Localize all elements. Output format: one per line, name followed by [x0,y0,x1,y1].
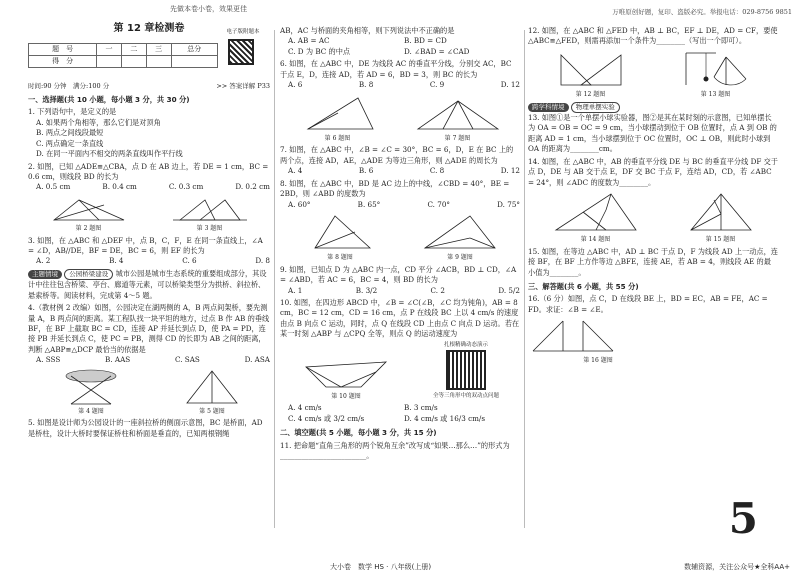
header-right-note: 万唯原创好题，复印、盗版必究。举报电话：029-8756 9851 [612,8,792,16]
option[interactable]: B. AAS [105,355,131,365]
score-cell: 二 [121,43,146,55]
option[interactable]: C. 6 [182,256,197,266]
figure-caption: 第 12 题图 [575,90,606,98]
option[interactable]: B. 65° [357,199,381,209]
option[interactable]: C. 4 cm/s 或 3/2 cm/s [288,413,365,423]
question-1 [28,107,270,159]
option[interactable]: A. 6 [288,80,303,90]
qr-caption: 扎根精确动态演示 [443,341,488,348]
column-divider [274,30,275,528]
qr-code-icon[interactable] [446,350,486,390]
question-stem: 4.（教材例 2 改编）如图，公园决定在湖两侧的 A，B 两点间架桥，要先测量 A，B 两点间的距离。某工程队找一块平坦的地方，过点 B 作 AB 的垂线 BF，在 BF 上截取 BC = CD，连接 AP 并延长到点 D，使 PA = PD，连接 PB 并延长到点 C，使 PC = PB，测得 CD 的长即为 AB 之间的距离，判断 △ABP≌△DCP 最恰当的依据是 [28,303,270,354]
question-stem: 8. 如图，在 △ABC 中，BD 是 AC 边上的中线，∠CBD = 40°，BE = 2BD，则 ∠ABD 的度数为 [280,178,510,199]
question-4 [28,303,270,416]
section-heading: 三、解答题(共 6 小题，共 55 分) [528,282,639,292]
qr-animation[interactable] [433,342,499,402]
answer-link[interactable]: >> 答案详解 P33 [216,81,270,90]
qr-code-icon[interactable] [228,39,254,65]
question-11: 11. 把命题“直角三角形的两个锐角互余”改写成“如果…那么…”的形式为________________________。 [280,440,510,461]
figure-13 [676,49,756,100]
figure-caption: 第 15 题图 [705,236,736,244]
footer-right: 数辅资源，关注公众号★全科AA+ [684,562,790,571]
option[interactable]: A. AB = AC [288,36,330,46]
figure-9 [420,212,500,263]
score-cell: 得 分 [29,55,97,67]
option[interactable]: D. 12 [500,80,520,90]
question-14: 14. 如图，在 △ABC 中，AB 的垂直平分线 DE 与 BC 的垂直平分线 DF 交于点 D，DE 与 AB 交于点 E，DF 交 BC 于点 F，连结 AD，CD，若 ∠ABC = 24°，则 ∠ADC 的度数为________。 [528,156,778,187]
question-stem: 10. 如图，在四边形 ABCD 中，∠B = ∠C(∠B，∠C 均为钝角)，AB = 8 cm，BC = 12 cm，CD = 16 cm，点 P 在线段 BC 上以 4 cm/s 的速度由点 B 向点 C 运动，同时，点 Q 在线段 CD 上由点 C 向点 D 运动。若在某一时刻 △ABP 与 △CPQ 全等，则点 Q 的运动速度为 [280,297,520,339]
question-13 [528,102,778,155]
footer-center: 大小卷 数学 HS · 八年级(上册) [330,562,432,571]
question-stem: AB，AC 与桥面的夹角相等，则下列说法中不正确的是 [280,26,455,35]
option[interactable]: A. SSS [36,355,61,365]
option[interactable]: C. 2 [430,285,445,295]
option[interactable]: B. 3 cm/s [404,403,438,413]
figure-5 [182,368,242,417]
theme-text: 城市公园是城市生态系统的重要组成部分，其设计中往往包含桥梁、亭台、廊道等元素，可以桥梁类型分为拱桥、斜拉桥、悬索桥等。阅读材料，完成第 4～5 题。 [28,268,267,300]
figure-10 [301,357,391,402]
column-divider [524,30,525,528]
question-12: 12. 如图，在 △ABC 和 △FED 中，AB ⊥ BC，EF ⊥ DE，AD = CF，要使 △ABC≌△FED，则需再添加一个条件为________（写出一个即可）。 [528,26,778,46]
page-title: 第 12 章检测卷 [113,23,185,34]
header-left-note: 先做本卷小卷，效果更佳 [170,5,247,13]
question-stem: 9. 如图，已知点 D 为 △ABC 内一点，CD 平分 ∠ACB，BD ⊥ CD，∠A = ∠ABD，若 AC = 6，BC = 4，则 BD 的长为 [280,264,517,285]
option[interactable]: D. 4 cm/s 或 16/3 cm/s [404,413,486,423]
option[interactable]: A. 2 [36,256,51,266]
question-stem: 3. 如图，在 △ABC 和 △DEF 中，点 B，C，F，E 在同一条直线上，∠A = ∠D，AB//DE，BF = DE，BC = 6，则 EF 的长为 [28,235,263,255]
option[interactable]: B. 6 [358,166,374,176]
subject-topic: 物理单摆实验 [571,102,620,113]
figure-caption: 第 3 题图 [196,224,223,232]
option[interactable]: B. 8 [358,80,374,90]
theme-intro [28,269,270,301]
option[interactable]: A. 4 cm/s [288,403,322,413]
option[interactable]: D. 8 [255,256,270,266]
section-heading: 二、填空题(共 5 小题，每小题 3 分，共 15 分) [280,428,437,438]
question-stem: 13. 如图①是一个单摆小球实验器，图②是其在某时刻的示意图，已知单摆长为 OA = OB = OC = 9 cm，当小球摆动到位于 OB 位置时，点 A 到 OB 的距离 AD = 1 cm，当小球摆到位于 OC 位置时，OC ⊥ OB，则此时小球到 OA 的距离为________cm。 [528,112,777,154]
question-2 [28,162,270,234]
column-3 [528,26,778,366]
theme-tag: 主题情境 [28,270,62,279]
subject-tag: 跨学科情境 [528,103,569,112]
figure-caption: 第 9 题图 [447,253,473,261]
question-10 [280,298,520,424]
question-stem: 1. 下列语句中，是定义的是 [28,107,117,117]
score-cell: 题 号 [29,43,97,55]
figure-6 [298,93,378,144]
question-stem: 6. 如图，在 △ABC 中，DE 为线段 AC 的垂直平分线，分别交 AC，BC 于点 E，D，连接 AD，若 AD = 6，BD = 3，则 BC 的长为 [280,59,512,79]
figure-caption: 第 2 题图 [75,224,102,232]
figure-15 [686,190,756,245]
figure-16 [528,317,668,366]
option[interactable]: D. 在同一平面内不相交的两条直线叫作平行线 [36,149,183,159]
question-9 [280,265,520,296]
option[interactable]: D. 75° [497,199,520,209]
page-number: 5 [728,494,758,544]
section-heading: 一、选择题(共 10 小题，每小题 3 分，共 30 分) [28,94,190,104]
option[interactable]: A. 如果两个角相等，那么它们是对顶角 [36,117,161,127]
column-1 [28,22,270,441]
question-15: 15. 如图，在等边 △ABC 中，AD ⊥ BC 于点 D，F 为线段 AD 上一动点，连接 BF，在 BF 上方作等边 △BFE，连接 AE，若 AB = 4，则线段 AE 的最小值为________。 [528,246,778,277]
option[interactable]: A. 1 [288,285,303,295]
option[interactable]: C. 8 [429,166,445,176]
option[interactable]: D. ∠BAD = ∠CAD [404,46,470,56]
score-cell: 一 [97,43,122,55]
question-stem: 7. 如图，在 △ABC 中，∠B = ∠C = 30°，BC = 6，D，E 在 BC 上的两个点，连接 AD，AE，△ADE 为等边三角形，则 △ADE 的周长为 [280,145,514,165]
question-8 [280,179,520,263]
option[interactable]: C. 70° [427,199,450,209]
option[interactable]: B. BD = CD [404,36,447,46]
option[interactable]: B. 两点之间线段最短 [36,128,104,138]
option[interactable]: C. D 为 BC 的中点 [288,46,351,56]
score-cell[interactable] [121,55,146,67]
option[interactable]: C. SAS [174,355,200,365]
question-stem: 2. 如图，已知 △ADE≌△CBA，点 D 在 AB 边上，若 DE = 1 cm，BC = 0.6 cm，则线段 BD 的长为 [28,161,269,181]
column-2 [280,26,520,464]
question-stem: 5. 如图是设计师为公园设计的一座斜拉桥的侧面示意图，BC 是桥面，AD 是桥柱，设计大桥时要保证桥柱和桥面是垂直的，已知两根钢绳 [28,418,263,438]
figure-caption: 第 7 题图 [444,134,471,142]
score-table [28,43,218,68]
question-7 [280,145,520,176]
figure-2 [49,195,129,234]
figure-caption: 第 8 题图 [327,253,353,261]
theme-title: 公园桥梁建设 [64,269,113,280]
option[interactable]: C. 两点确定一条直线 [36,138,104,148]
option[interactable]: A. 60° [288,199,311,209]
option[interactable]: B. 4 [109,256,124,266]
figure-caption: 第 5 题图 [199,407,225,415]
figure-12 [551,49,631,100]
figure-4 [56,368,126,417]
score-cell[interactable] [171,55,218,67]
question-5-continued [280,26,520,57]
option[interactable]: D. 5/2 [498,285,520,295]
question-5 [28,418,270,439]
figure-caption: 第 6 题图 [324,134,351,142]
question-3 [28,236,270,267]
qr-label: 电子版附题本 [226,28,260,35]
score-cell[interactable] [146,55,171,67]
question-16: 16.（6 分）如图，点 C，D 在线段 BE 上，BD = EC，AB = FE，AC = FD。求证：∠B = ∠E。 [528,294,768,314]
figure-3 [170,195,250,234]
option[interactable]: B. 0.4 cm [102,182,137,192]
option[interactable]: A. 4 [288,166,303,176]
time-info: 时间:90 分钟 满分:100 分 [28,81,110,90]
figure-caption: 第 13 题图 [700,90,731,98]
option[interactable]: C. 0.3 cm [168,182,204,192]
score-cell[interactable] [97,55,122,67]
score-cell: 三 [146,43,171,55]
option[interactable]: B. 3/2 [355,285,378,295]
qr-caption: 全等三角形中的双动点问题 [432,393,499,400]
figure-14 [551,190,641,245]
option[interactable]: A. 0.5 cm [36,182,71,192]
option[interactable]: D. 12 [500,166,520,176]
option[interactable]: D. 0.2 cm [235,182,270,192]
question-6 [280,59,520,143]
option[interactable]: D. ASA [244,355,270,365]
figure-caption: 第 4 题图 [78,407,104,415]
figure-8 [300,212,380,263]
figure-caption: 第 10 题图 [331,392,361,400]
figure-caption: 第 14 题图 [580,236,611,244]
figure-caption: 第 16 题图 [583,357,613,365]
option[interactable]: C. 9 [429,80,445,90]
figure-7 [413,93,503,144]
score-cell: 总分 [171,43,218,55]
